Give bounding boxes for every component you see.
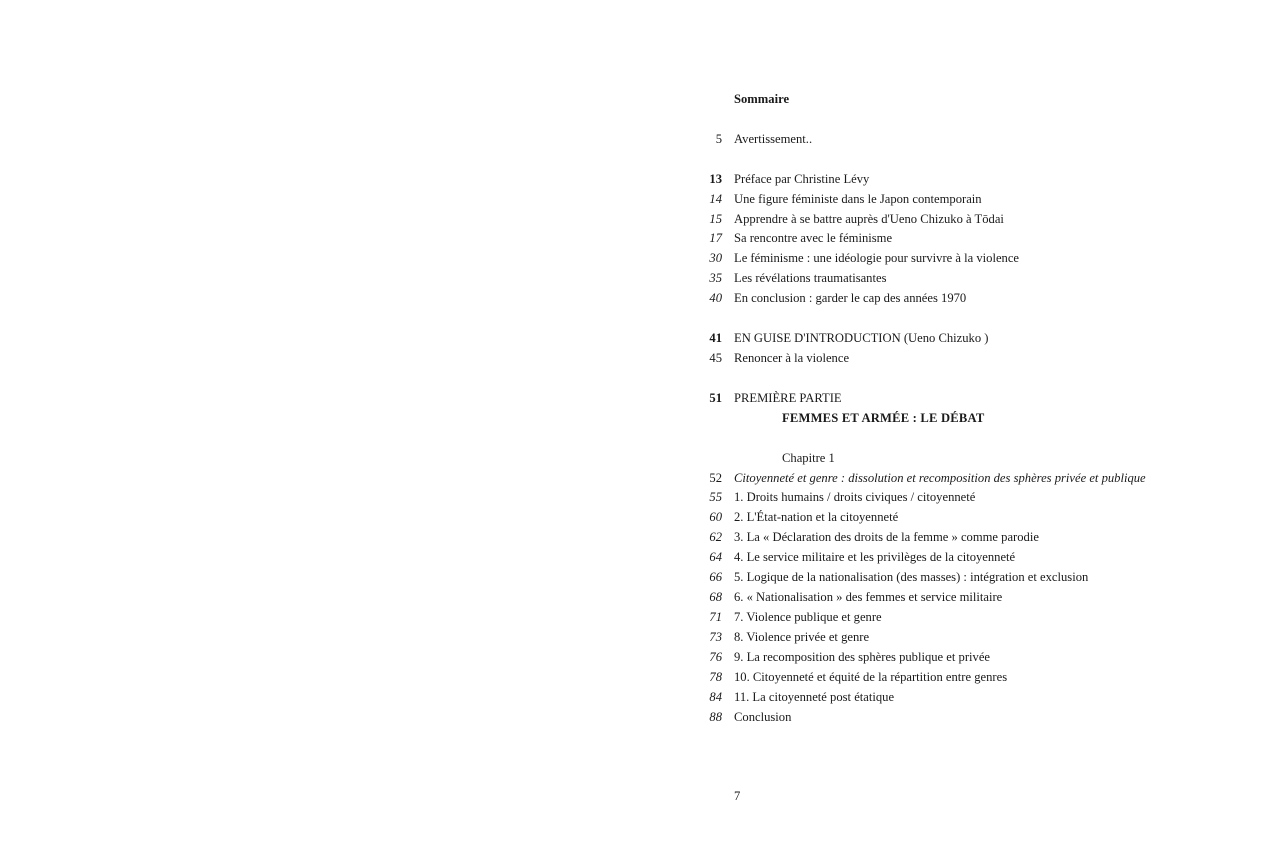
toc-entry (0, 248, 1280, 268)
toc-entry (0, 607, 1280, 627)
toc-page-number: 76 (709, 650, 722, 664)
toc-entry-title: Avertissement.. (734, 132, 813, 146)
toc-entry-title: 11. La citoyenneté post étatique (734, 690, 895, 704)
toc-entry-title: EN GUISE D'INTRODUCTION (Ueno Chizuko ) (734, 331, 989, 345)
toc-entry-title: Conclusion (734, 710, 792, 724)
toc-entry (0, 647, 1280, 667)
toc-page-number: 13 (709, 172, 722, 186)
toc-page-number: 66 (709, 570, 722, 584)
toc-page-number: 73 (709, 630, 722, 644)
toc-entry (0, 288, 1280, 308)
toc-page-number: 55 (709, 490, 722, 504)
toc-entry (0, 587, 1280, 607)
toc-entry-title: 7. Violence publique et genre (734, 610, 882, 624)
toc-page-number: 64 (709, 550, 722, 564)
toc-page-number: 52 (709, 471, 722, 485)
toc-entry (0, 328, 1280, 348)
toc-entry (0, 627, 1280, 647)
toc-entry-title: Les révélations traumatisantes (734, 271, 887, 285)
toc-entry (0, 129, 1280, 149)
toc-entry-title: 5. Logique de la nationalisation (des masses) : intégration et exclusion (734, 570, 1089, 584)
toc-entry-title: 3. La « Déclaration des droits de la femme » comme parodie (734, 530, 1039, 544)
toc-entry-title: 10. Citoyenneté et équité de la répartition entre genres (734, 670, 1008, 684)
toc-page-number: 35 (709, 271, 722, 285)
toc-entry (0, 468, 1280, 488)
toc-entry-title: 2. L'État-nation et la citoyenneté (734, 510, 899, 524)
toc-entry (0, 388, 1280, 408)
toc-page-number: 78 (709, 670, 722, 684)
toc-entry-title: 1. Droits humains / droits civiques / citoyenneté (734, 490, 976, 504)
toc-entry (0, 268, 1280, 288)
toc-entry-title: 8. Violence privée et genre (734, 630, 870, 644)
toc-entry (0, 487, 1280, 507)
toc-entry-title: Le féminisme : une idéologie pour survivre à la violence (734, 251, 1020, 265)
toc-entry (0, 228, 1280, 248)
toc-page-number: 14 (709, 192, 722, 206)
toc-entry (0, 567, 1280, 587)
toc-entry (0, 209, 1280, 229)
toc-entry-title: Préface par Christine Lévy (734, 172, 870, 186)
toc-entry (0, 189, 1280, 209)
toc-page-number: 15 (709, 212, 722, 226)
toc-entry-title: PREMIÈRE PARTIE (734, 391, 842, 405)
toc-entry-title: Renoncer à la violence (734, 351, 850, 365)
toc-page-number: 41 (709, 331, 722, 345)
part-heading: FEMMES ET ARMÉE : LE DÉBAT (782, 411, 985, 425)
toc-entry-title: Une figure féministe dans le Japon contemporain (734, 192, 982, 206)
toc-entry (0, 169, 1280, 189)
toc-page-number: 17 (709, 231, 722, 245)
chapter-label: Chapitre 1 (782, 451, 835, 465)
toc-entry (0, 547, 1280, 567)
toc-page-number: 5 (715, 132, 722, 146)
toc-entry-title: Apprendre à se battre auprès d'Ueno Chizuko à Tōdai (734, 212, 1004, 226)
toc-entry (0, 707, 1280, 727)
toc-page-number: 68 (709, 590, 722, 604)
toc-page-number: 88 (709, 710, 722, 724)
toc-page-number: 62 (709, 530, 722, 544)
toc-page-number: 84 (709, 690, 722, 704)
toc-page-number: 30 (709, 251, 722, 265)
toc-page-number: 40 (709, 291, 722, 305)
toc-entry-title: En conclusion : garder le cap des années 1970 (734, 291, 967, 305)
chapter-title: Citoyenneté et genre : dissolution et recomposition des sphères privée et publique (734, 471, 1146, 485)
page-title: Sommaire (734, 92, 790, 106)
toc-entry (0, 348, 1280, 368)
toc-entry (0, 667, 1280, 687)
toc-entry-title: 9. La recomposition des sphères publique et privée (734, 650, 991, 664)
toc-page-number: 71 (709, 610, 722, 624)
toc-entry (0, 507, 1280, 527)
page-number: 7 (734, 789, 741, 803)
toc-entry (0, 687, 1280, 707)
toc-page-number: 51 (709, 391, 722, 405)
toc-page-number: 45 (709, 351, 722, 365)
toc-entry-title: 6. « Nationalisation » des femmes et service militaire (734, 590, 1003, 604)
toc-entry-title: Sa rencontre avec le féminisme (734, 231, 893, 245)
toc-page-number: 60 (709, 510, 722, 524)
toc-entry-title: 4. Le service militaire et les privilèges de la citoyenneté (734, 550, 1016, 564)
toc-entry (0, 527, 1280, 547)
